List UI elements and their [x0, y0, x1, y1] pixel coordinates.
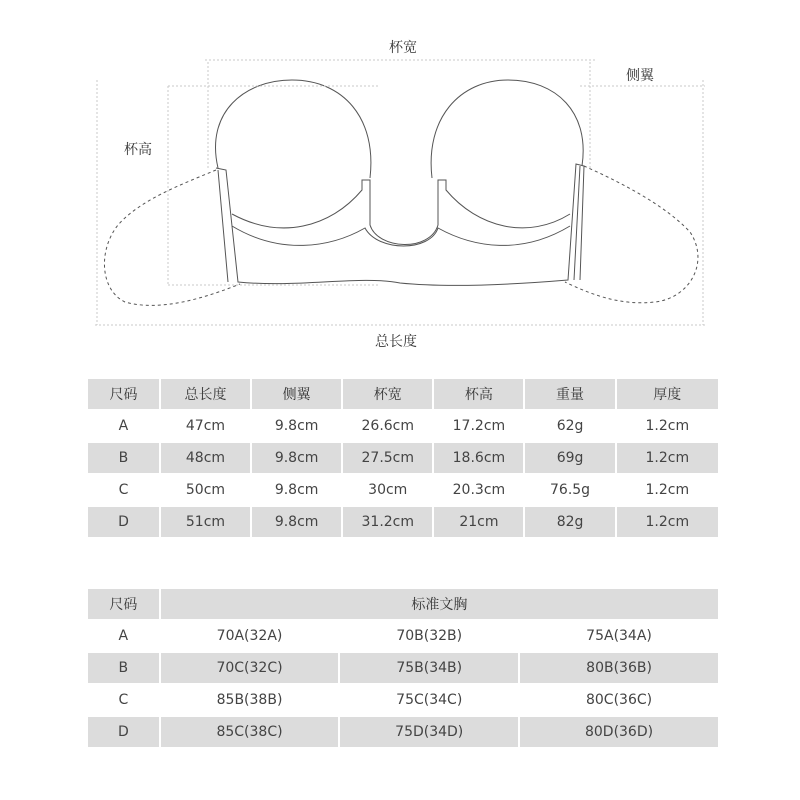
table-cell: C — [88, 475, 159, 507]
table-cell: 20.3cm — [434, 475, 523, 507]
right-side-wing — [565, 166, 698, 303]
header-cup-width: 杯宽 — [343, 379, 432, 411]
table-cell: 17.2cm — [434, 411, 523, 443]
table-cell: 1.2cm — [617, 411, 718, 443]
table-cell: 70C(32C) — [161, 653, 339, 685]
table-cell: 80D(36D) — [520, 717, 718, 749]
table-cell: 75C(34C) — [340, 685, 518, 717]
table-cell: A — [88, 621, 159, 653]
table-cell: 31.2cm — [343, 507, 432, 539]
table-cell: 9.8cm — [252, 411, 341, 443]
table-cell: 1.2cm — [617, 443, 718, 475]
table-cell: 9.8cm — [252, 507, 341, 539]
header-size: 尺码 — [88, 379, 159, 411]
header-standard-bra: 标准文胸 — [161, 589, 718, 621]
header-thickness: 厚度 — [617, 379, 718, 411]
left-cup — [216, 80, 371, 178]
right-cup — [431, 80, 583, 178]
table-cell: 9.8cm — [252, 443, 341, 475]
table-cell: 82g — [525, 507, 614, 539]
band — [216, 164, 584, 285]
table-cell: 47cm — [161, 411, 250, 443]
size-spec-table — [86, 379, 720, 539]
band-bottom — [218, 166, 580, 282]
table-cell: 80B(36B) — [520, 653, 718, 685]
table-row — [88, 411, 718, 443]
table-cell: D — [88, 507, 159, 539]
table-cell: 85B(38B) — [161, 685, 339, 717]
table-cell: 9.8cm — [252, 475, 341, 507]
band-inner — [232, 226, 570, 246]
table-cell: D — [88, 717, 159, 749]
table-row — [88, 717, 718, 749]
header-weight: 重量 — [525, 379, 614, 411]
table-cell: 18.6cm — [434, 443, 523, 475]
header-size: 尺码 — [88, 589, 159, 621]
table-cell: B — [88, 653, 159, 685]
table-cell: 30cm — [343, 475, 432, 507]
table-row — [88, 653, 718, 685]
table-cell: 1.2cm — [617, 507, 718, 539]
table-cell: 75A(34A) — [520, 621, 718, 653]
table-cell: 69g — [525, 443, 614, 475]
cup-height-label: 杯高 — [124, 142, 152, 158]
header-cup-height: 杯高 — [434, 379, 523, 411]
table-cell: B — [88, 443, 159, 475]
table-cell: 51cm — [161, 507, 250, 539]
table-cell: 70B(32B) — [340, 621, 518, 653]
table-header-row — [88, 589, 718, 621]
table-cell: 76.5g — [525, 475, 614, 507]
table-cell: 21cm — [434, 507, 523, 539]
table-header-row — [88, 379, 718, 411]
table-cell: 80C(36C) — [520, 685, 718, 717]
table-cell: 75D(34D) — [340, 717, 518, 749]
table-cell: 26.6cm — [343, 411, 432, 443]
table-cell: 50cm — [161, 475, 250, 507]
table-row — [88, 475, 718, 507]
underwire — [232, 180, 570, 245]
table-cell: 75B(34B) — [340, 653, 518, 685]
table-cell: 48cm — [161, 443, 250, 475]
cup-width-label: 杯宽 — [389, 40, 417, 56]
header-side-wing: 侧翼 — [252, 379, 341, 411]
table-row — [88, 507, 718, 539]
fit-table — [86, 589, 720, 749]
table-cell: C — [88, 685, 159, 717]
table-cell: 85C(38C) — [161, 717, 339, 749]
table-row — [88, 685, 718, 717]
table-row — [88, 443, 718, 475]
table-cell: 70A(32A) — [161, 621, 339, 653]
table-cell: 62g — [525, 411, 614, 443]
table-cell: A — [88, 411, 159, 443]
table-row — [88, 621, 718, 653]
table-cell: 1.2cm — [617, 475, 718, 507]
total-length-label: 总长度 — [375, 334, 417, 350]
table-cell: 27.5cm — [343, 443, 432, 475]
header-total-length: 总长度 — [161, 379, 250, 411]
side-wing-label: 侧翼 — [626, 68, 654, 84]
